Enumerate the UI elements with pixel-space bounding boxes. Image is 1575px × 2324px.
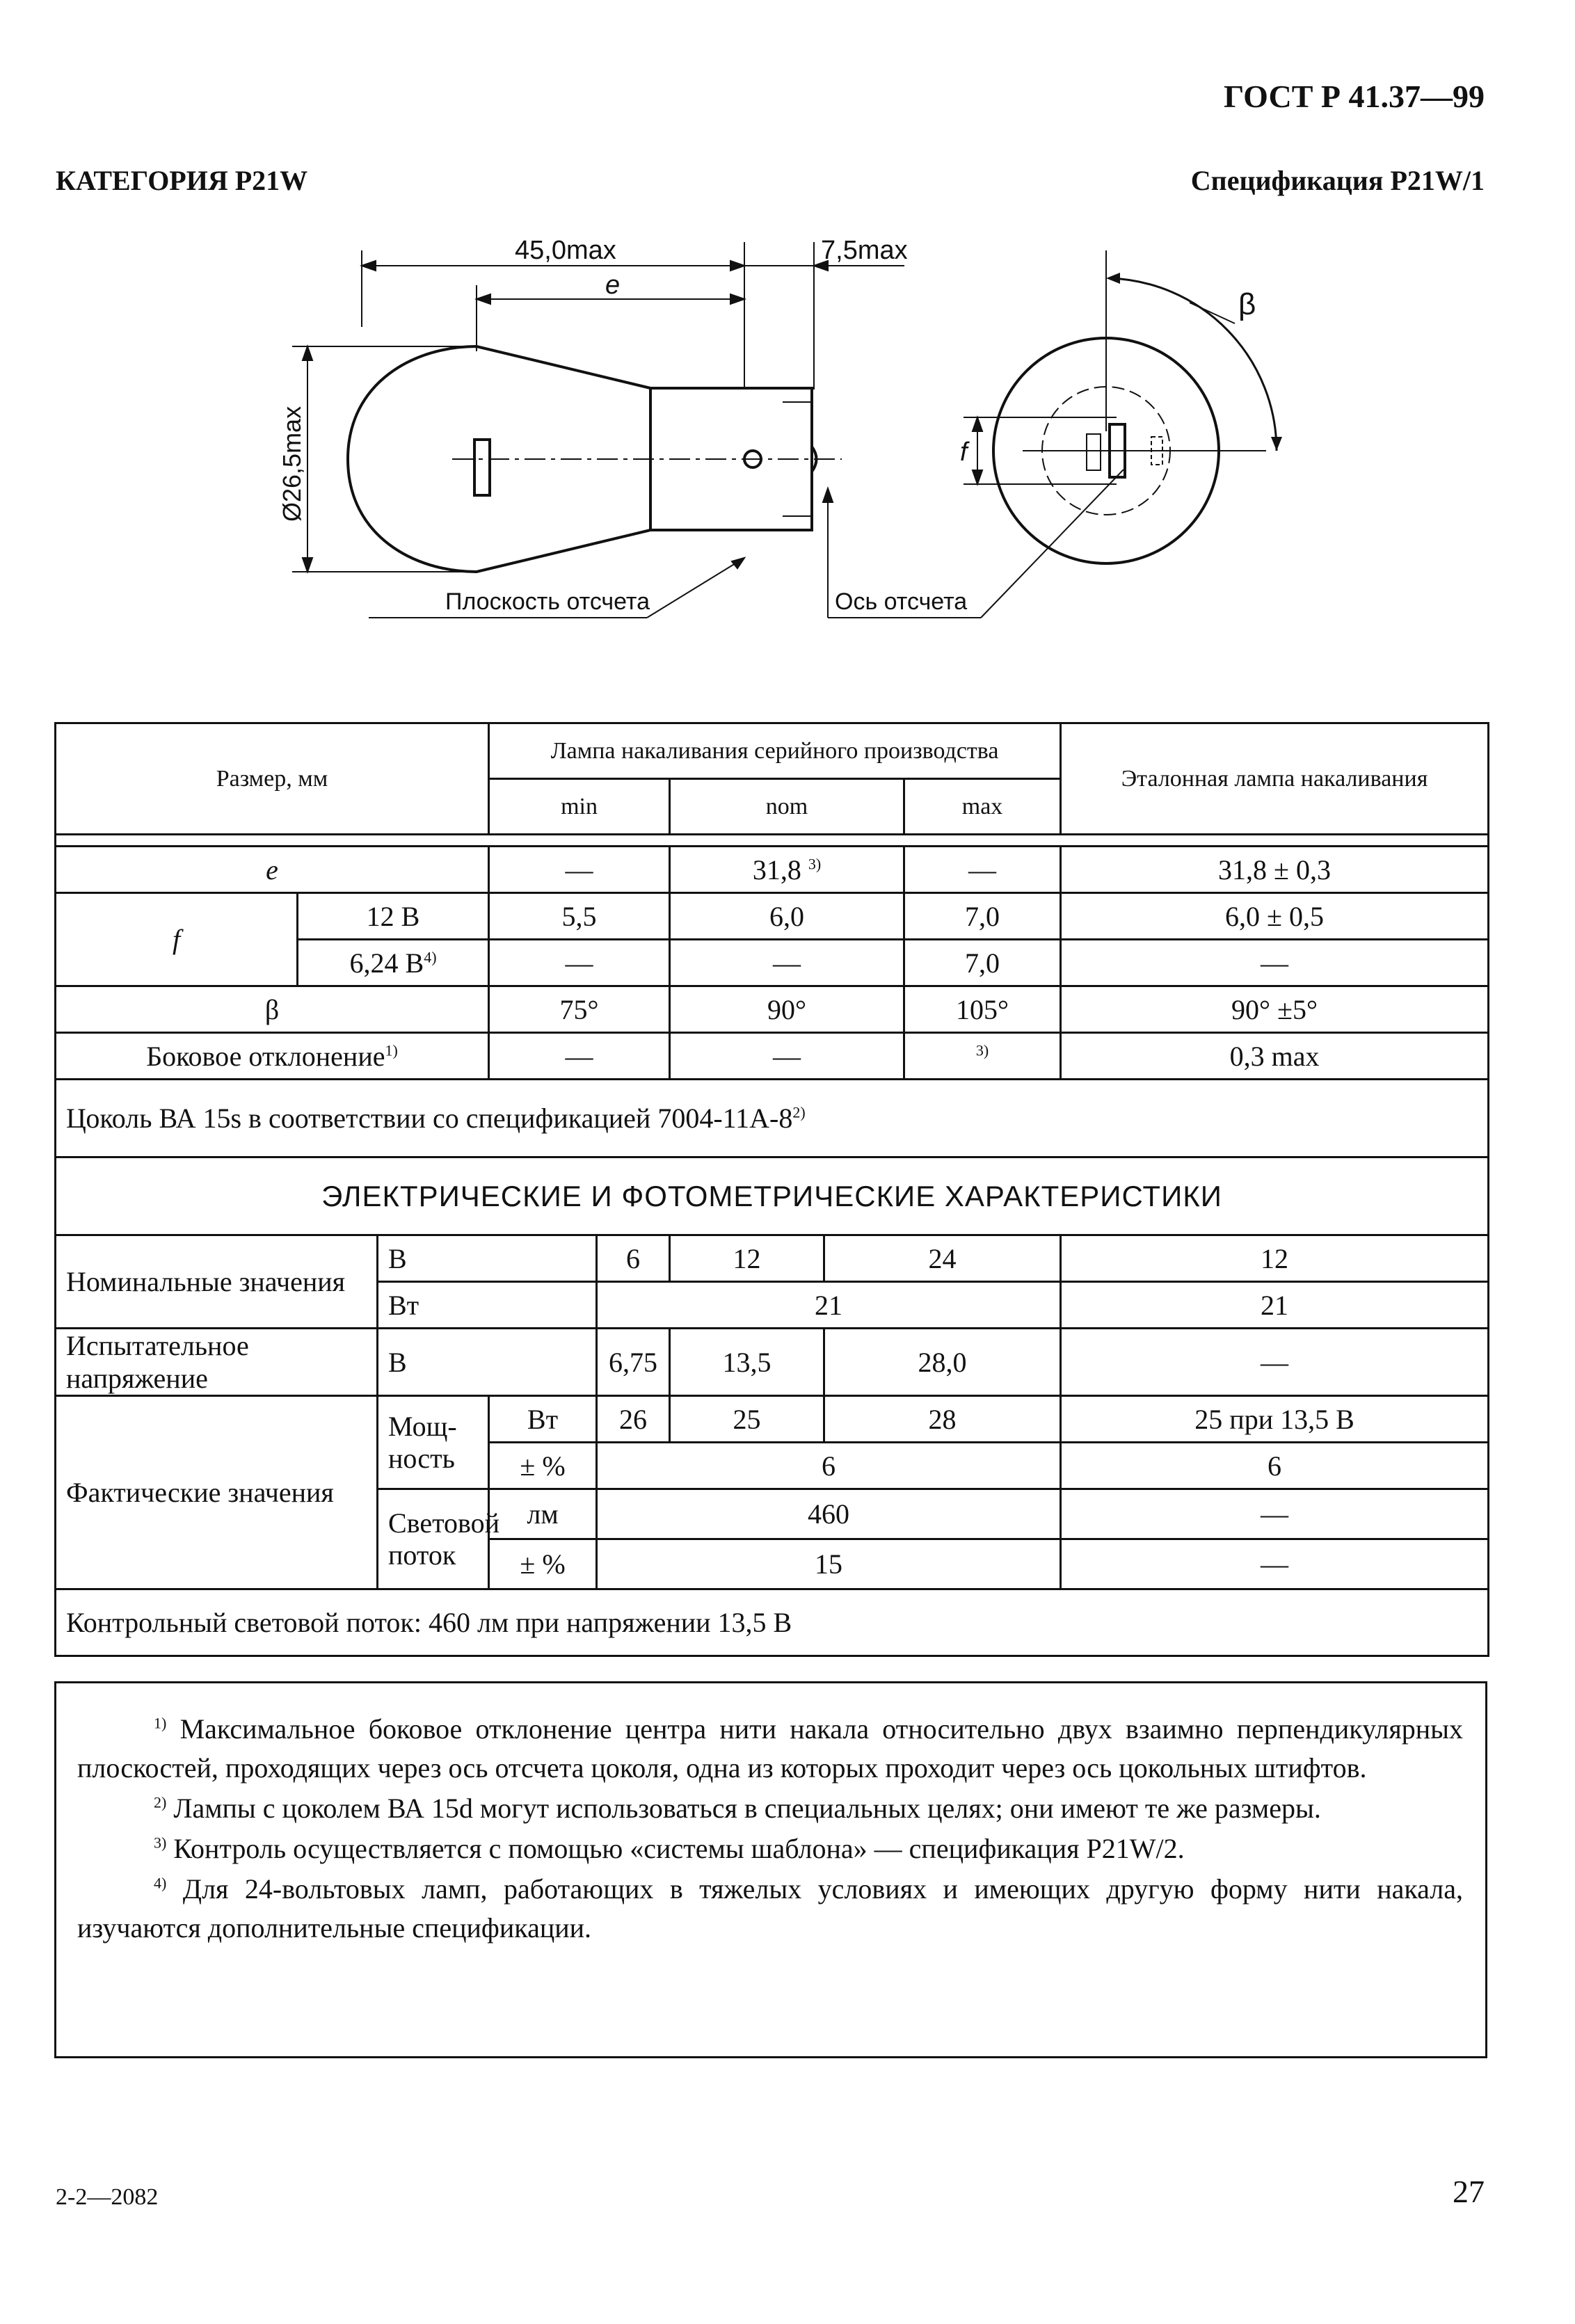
f624-min: — — [489, 940, 670, 986]
lateral-max: 3) — [904, 1033, 1061, 1080]
power-tol-ref: 6 — [1061, 1443, 1489, 1489]
dim-f: f — [960, 438, 968, 467]
category-title: КАТЕГОРИЯ P21W — [56, 165, 308, 196]
test-v-6: 6,75 — [597, 1329, 670, 1396]
beta-min: 75° — [489, 986, 670, 1033]
e-min: — — [489, 847, 670, 893]
footnote-4: $^{4)}$ Для 24-вольтовых ламп, работающих в тяжелых условиях и имеющих другую форму нити накала, изучаются дополнительные спецификации. — [77, 1873, 1464, 1944]
spec-title: Спецификация P21W/1 — [1190, 165, 1485, 196]
filament — [474, 440, 490, 495]
power-label: Мощ-ность — [378, 1396, 489, 1489]
beta-label: β — [56, 986, 489, 1033]
power-24: 28 — [824, 1396, 1061, 1443]
row-e — [56, 847, 1489, 893]
f624-sub: 6,24 $В^{4)}$ — [298, 940, 489, 986]
power-tol: 6 — [597, 1443, 1061, 1489]
row-lateral — [56, 1033, 1489, 1080]
test-unit: В — [378, 1329, 597, 1396]
reference-header: Эталонная лампа накаливания — [1061, 723, 1489, 835]
power-6: 26 — [597, 1396, 670, 1443]
flux-tol-unit: ± % — [489, 1539, 597, 1589]
control-flux: Контрольный световой поток: 460 лм при напряжении 13,5 В — [56, 1589, 1489, 1656]
f624-ref: — — [1061, 940, 1489, 986]
cap-spec: Цоколь ВА 15s в соответствии со спецификацией 7004-11А-8$^{2)}$ — [56, 1080, 1489, 1157]
footnote-2: $^{2)}$ Лампы с цоколем ВА 15d могут использоваться в специальных целях; они имеют те же размеры. — [154, 1793, 1321, 1824]
flux-val: 460 — [597, 1489, 1061, 1539]
lateral-label: Боковое отклонение$^{1)}$ — [56, 1033, 489, 1080]
footnote-3: $^{3)}$ Контроль осуществляется с помощью «системы шаблона» — спецификация P21W/2. — [154, 1833, 1185, 1864]
lamp-drawing — [264, 230, 1308, 619]
dim-e: e — [605, 271, 621, 300]
spec-table — [54, 722, 1489, 1657]
standard-number: ГОСТ Р 41.37—99 — [1224, 79, 1485, 114]
nominal-w: 21 — [597, 1282, 1061, 1329]
flux-tol-ref: — — [1061, 1539, 1489, 1589]
footnote-1: $^{1)}$ Максимальное боковое отклонение центра нити накала относительно двух взаимно перпендикулярных плоскостей, проходящих через ось отсчета цоколя, одна из которых проходит через ось цокольных штифтов. — [77, 1713, 1463, 1784]
nominal-label: Номинальные значения — [56, 1235, 378, 1329]
power-ref: 25 при 13,5 В — [1061, 1396, 1489, 1443]
e-max: — — [904, 847, 1061, 893]
row-power — [56, 1396, 1489, 1443]
beta-ref: 90° ±5° — [1061, 986, 1489, 1033]
test-label: Испытательное напряжение — [56, 1329, 378, 1396]
row-nominal-v — [56, 1235, 1489, 1282]
section-title: ЭЛЕКТРИЧЕСКИЕ И ФОТОМЕТРИЧЕСКИЕ ХАРАКТЕРИСТИКИ — [56, 1157, 1489, 1235]
footnotes — [54, 1681, 1487, 2058]
col-min: min — [489, 779, 670, 835]
actual-label: Фактические значения — [56, 1396, 378, 1589]
e-nom: 31,8 $^{3)}$ — [670, 847, 904, 893]
page-number: 27 — [1453, 2174, 1485, 2209]
lateral-nom: — — [670, 1033, 904, 1080]
f-label: f — [172, 924, 181, 955]
col-max: max — [904, 779, 1061, 835]
flux-label: Световой поток — [378, 1489, 489, 1589]
power-tol-unit: ± % — [489, 1443, 597, 1489]
col-nom: nom — [670, 779, 904, 835]
dim-length: 45,0max — [515, 236, 616, 265]
power-unit: Вт — [489, 1396, 597, 1443]
flux-unit: лм — [489, 1489, 597, 1539]
f624-max: 7,0 — [904, 940, 1061, 986]
row-f-12 — [56, 893, 1489, 940]
print-code: 2-2—2082 — [56, 2184, 159, 2210]
f624-nom: — — [670, 940, 904, 986]
angle-beta: β — [1238, 287, 1256, 321]
test-v-24: 28,0 — [824, 1329, 1061, 1396]
nominal-v-6: 6 — [597, 1235, 670, 1282]
nominal-w-ref: 21 — [1061, 1282, 1489, 1329]
f12-max: 7,0 — [904, 893, 1061, 940]
f12-nom: 6,0 — [670, 893, 904, 940]
lateral-ref: 0,3 max — [1061, 1033, 1489, 1080]
f12-min: 5,5 — [489, 893, 670, 940]
row-beta — [56, 986, 1489, 1033]
row-test-voltage — [56, 1329, 1489, 1396]
power-12: 25 — [670, 1396, 824, 1443]
nominal-w-unit: Вт — [378, 1282, 597, 1329]
nominal-v-12: 12 — [670, 1235, 824, 1282]
beta-max: 105° — [904, 986, 1061, 1033]
reference-axis-label: Ось отсчета — [835, 588, 968, 615]
serial-header: Лампа накаливания серийного производства — [489, 723, 1061, 779]
size-header: Размер, мм — [56, 723, 489, 835]
test-v-12: 13,5 — [670, 1329, 824, 1396]
flux-tol: 15 — [597, 1539, 1061, 1589]
e-label: e — [266, 854, 278, 885]
lateral-min: — — [489, 1033, 670, 1080]
f12-sub: 12 В — [298, 893, 489, 940]
dim-cap: 7,5max — [821, 236, 908, 265]
reference-plane-label: Плоскость отсчета — [445, 588, 650, 615]
dim-diameter: Ø26,5max — [278, 406, 306, 522]
beta-nom: 90° — [670, 986, 904, 1033]
flux-ref: — — [1061, 1489, 1489, 1539]
nominal-v-unit: В — [378, 1235, 597, 1282]
nominal-v-24: 24 — [824, 1235, 1061, 1282]
f12-ref: 6,0 ± 0,5 — [1061, 893, 1489, 940]
nominal-v-ref: 12 — [1061, 1235, 1489, 1282]
test-ref: — — [1061, 1329, 1489, 1396]
e-ref: 31,8 ± 0,3 — [1061, 847, 1489, 893]
